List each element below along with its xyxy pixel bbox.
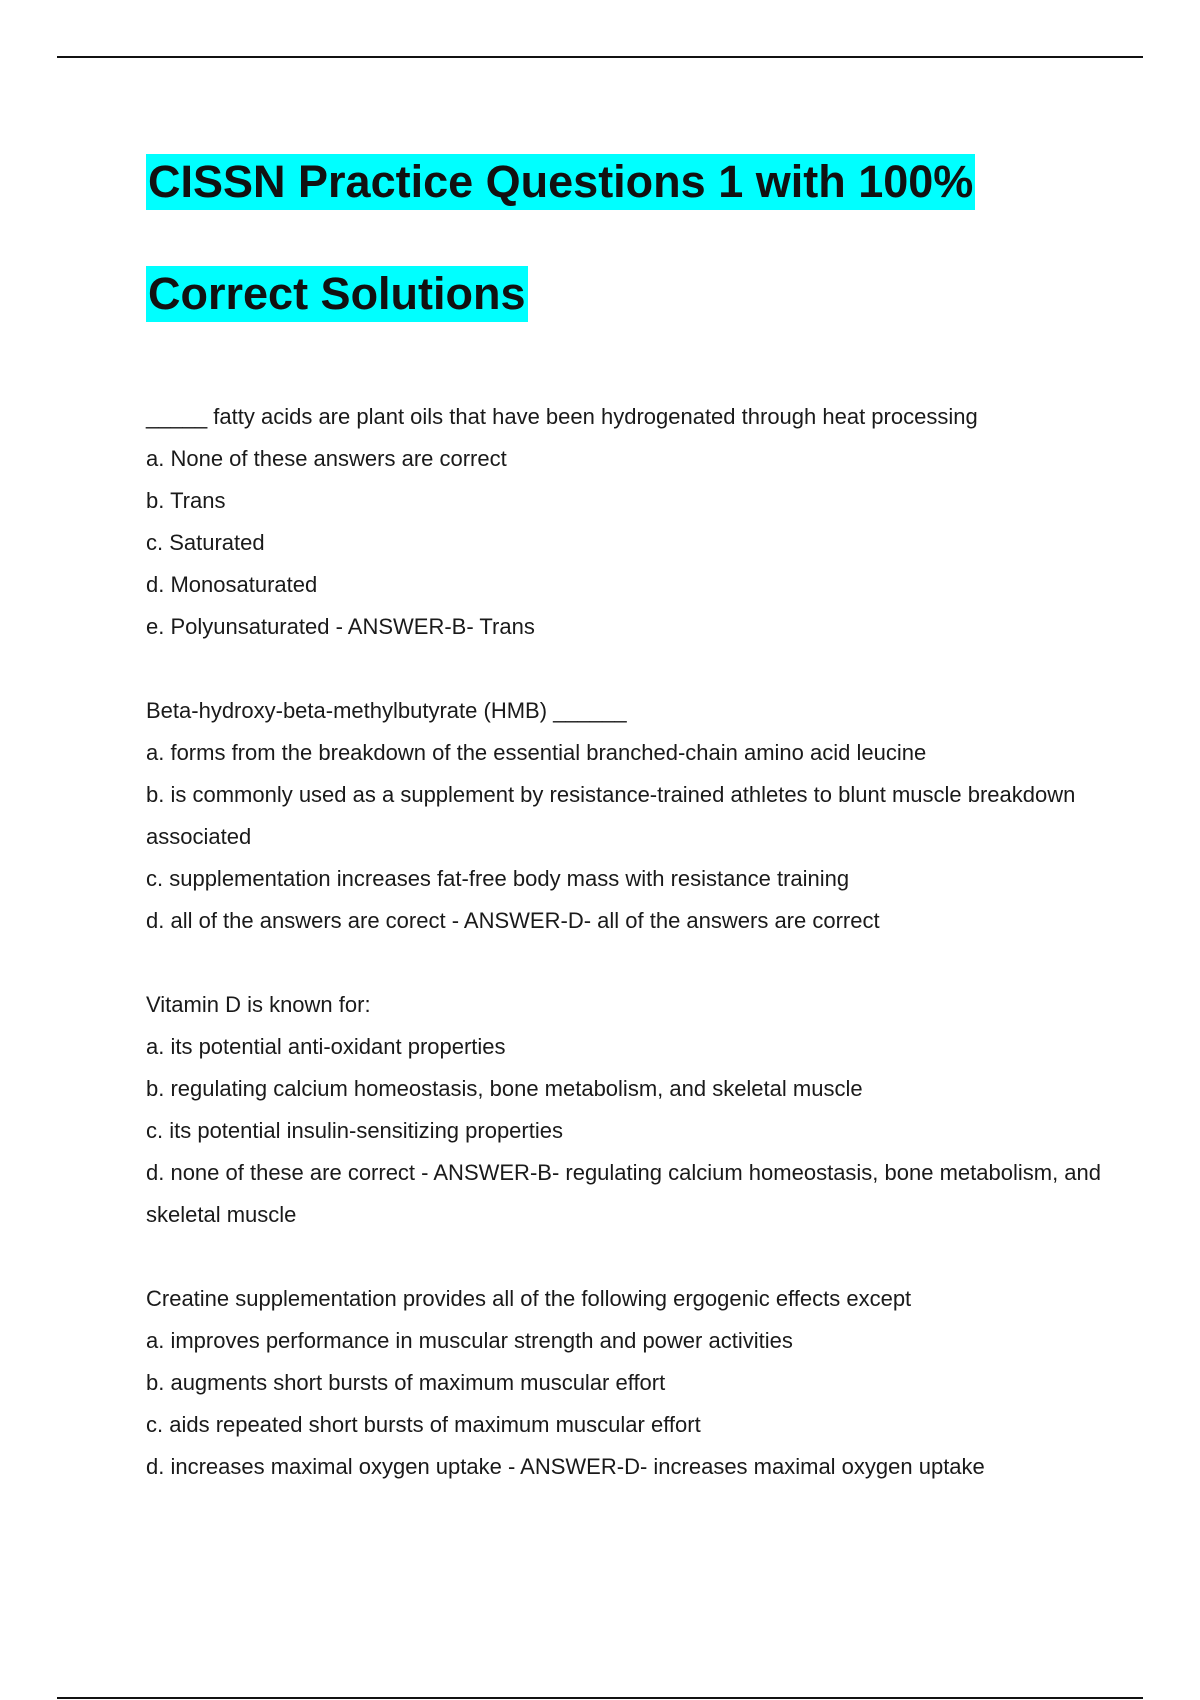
question-3 bbox=[146, 984, 1106, 1236]
answer-option: d. Monosaturated bbox=[146, 572, 318, 597]
answer-option: b. augments short bursts of maximum muscular effort bbox=[146, 1370, 666, 1395]
bottom-rule bbox=[57, 1697, 1143, 1699]
answer-option-with-answer: d. increases maximal oxygen uptake - ANSWER-D- increases maximal oxygen uptake bbox=[146, 1454, 985, 1479]
answer-option-with-answer: d. none of these are correct - ANSWER-B- regulating calcium homeostasis, bone metabolism, and skeletal muscle bbox=[146, 1160, 1102, 1227]
answer-option: a. forms from the breakdown of the essential branched-chain amino acid leucine bbox=[146, 740, 927, 765]
document-body bbox=[146, 140, 1106, 1488]
question-prompt: Creatine supplementation provides all of the following ergogenic effects except bbox=[146, 1286, 912, 1311]
answer-option: c. supplementation increases fat-free body mass with resistance training bbox=[146, 866, 850, 891]
answer-option: b. Trans bbox=[146, 488, 226, 513]
question-prompt: Beta-hydroxy-beta-methylbutyrate (HMB) ______ bbox=[146, 698, 627, 723]
title-line-1: CISSN Practice Questions 1 with 100% bbox=[146, 154, 975, 210]
answer-option: b. regulating calcium homeostasis, bone metabolism, and skeletal muscle bbox=[146, 1076, 863, 1101]
title-line-2: Correct Solutions bbox=[146, 266, 528, 322]
answer-option-with-answer: d. all of the answers are corect - ANSWER-D- all of the answers are correct bbox=[146, 908, 880, 933]
answer-option: a. None of these answers are correct bbox=[146, 446, 507, 471]
question-prompt: _____ fatty acids are plant oils that have been hydrogenated through heat processing bbox=[146, 404, 978, 429]
document-title bbox=[146, 140, 1106, 336]
answer-option: a. its potential anti-oxidant properties bbox=[146, 1034, 506, 1059]
question-1 bbox=[146, 396, 1106, 648]
answer-option-with-answer: e. Polyunsaturated - ANSWER-B- Trans bbox=[146, 614, 535, 639]
answer-option: c. aids repeated short bursts of maximum muscular effort bbox=[146, 1412, 701, 1437]
question-2 bbox=[146, 690, 1106, 942]
top-rule bbox=[57, 56, 1143, 58]
question-4 bbox=[146, 1278, 1106, 1488]
answer-option: b. is commonly used as a supplement by resistance-trained athletes to blunt muscle breakdown associated bbox=[146, 782, 1076, 849]
question-prompt: Vitamin D is known for: bbox=[146, 992, 371, 1017]
answer-option: c. its potential insulin-sensitizing properties bbox=[146, 1118, 563, 1143]
answer-option: c. Saturated bbox=[146, 530, 265, 555]
answer-option: a. improves performance in muscular strength and power activities bbox=[146, 1328, 793, 1353]
